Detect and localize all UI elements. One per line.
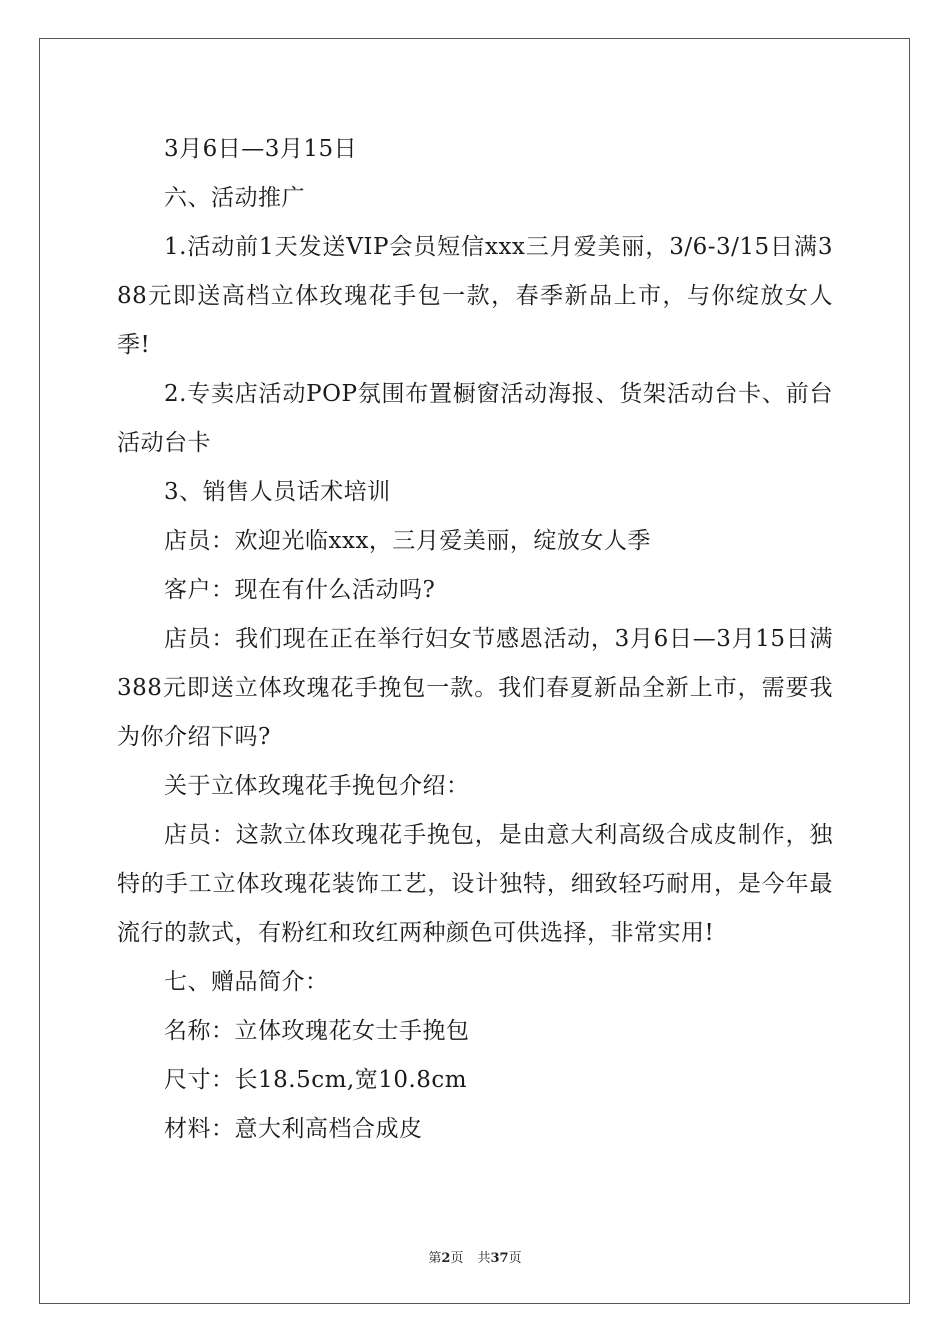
gift-material: 材料：意大利高档合成皮 — [164, 1116, 423, 1142]
dialogue-clerk-welcome: 店员：欢迎光临xxx，三月爱美丽，绽放女人季 — [164, 528, 651, 554]
heading-gift-intro: 七、赠品简介： — [164, 969, 329, 995]
paragraph-store-pop: 2.专卖店活动POP氛围布置橱窗活动海报、货架活动台卡、前台活动台卡 — [117, 381, 833, 456]
heading-bag-intro: 关于立体玫瑰花手挽包介绍： — [164, 773, 470, 799]
footer-total-suffix: 页 — [508, 1251, 522, 1266]
footer-total-pages: 37 — [490, 1251, 509, 1266]
page-footer — [0, 1247, 950, 1266]
footer-page-prefix: 第 — [428, 1251, 442, 1266]
heading-activity-promotion: 六、活动推广 — [164, 185, 305, 211]
gift-name: 名称：立体玫瑰花女士手挽包 — [164, 1018, 470, 1044]
paragraph-date-range: 3月6日—3月15日 — [164, 136, 358, 162]
dialogue-clerk-bag-description: 店员：这款立体玫瑰花手挽包，是由意大利高级合成皮制作，独特的手工立体玫瑰花装饰工艺，设计独特，细致轻巧耐用，是今年最流行的款式，有粉红和玫红两种颜色可供选择，非常实用! — [117, 822, 833, 946]
footer-page-suffix: 页 — [450, 1251, 464, 1266]
footer-page-number: 2 — [441, 1251, 451, 1266]
dialogue-clerk-answer: 店员：我们现在正在举行妇女节感恩活动，3月6日—3月15日满388元即送立体玫瑰花手挽包一款。我们春夏新品全新上市，需要我为你介绍下吗? — [117, 626, 833, 750]
document-body — [117, 125, 833, 1154]
paragraph-sms-promotion: 1.活动前1天发送VIP会员短信xxx三月爱美丽，3/6-3/15日满388元即送高档立体玫瑰花手包一款，春季新品上市，与你绽放女人季! — [117, 234, 833, 358]
gift-size: 尺寸：长18.5cm,宽10.8cm — [164, 1067, 468, 1093]
dialogue-customer-question: 客户：现在有什么活动吗? — [164, 577, 436, 603]
footer-total-prefix: 共 — [477, 1251, 491, 1266]
heading-sales-training: 3、销售人员话术培训 — [164, 479, 391, 505]
